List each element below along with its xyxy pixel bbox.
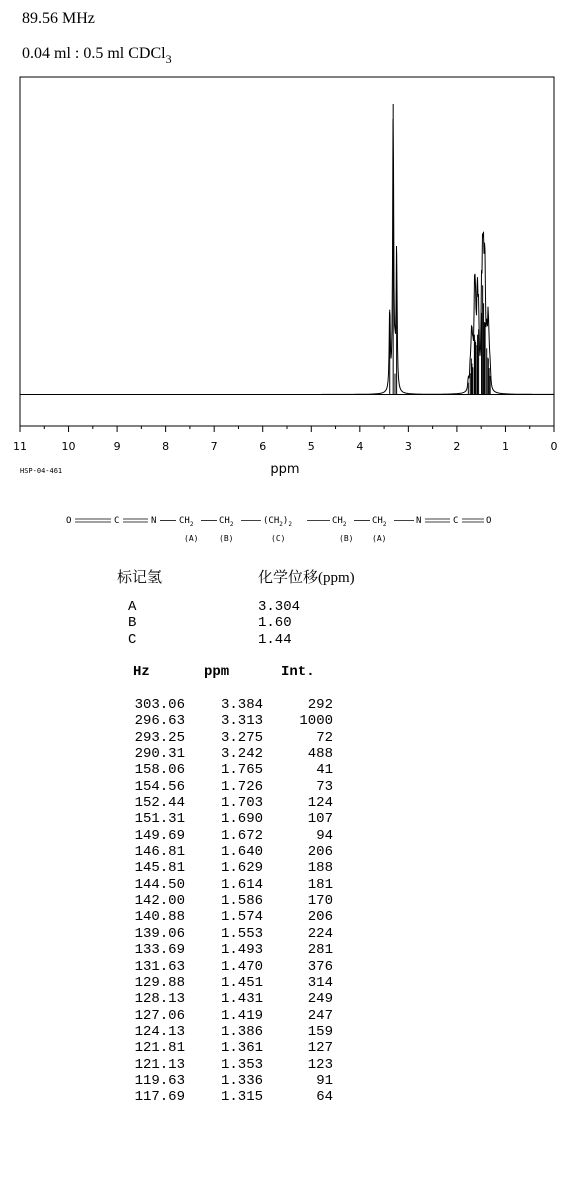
atom-o-left: O xyxy=(66,516,72,526)
atom-c-left: C xyxy=(114,516,120,526)
peak-hz: 142.00 xyxy=(134,893,185,910)
peak-row xyxy=(117,942,333,958)
peak-hz: 290.31 xyxy=(134,746,185,763)
peak-int: 281 xyxy=(307,942,333,959)
group-ch2-b-left: $CH_2$ xyxy=(219,516,234,528)
x-tick-label: 11 xyxy=(13,440,27,453)
x-tick-label: 7 xyxy=(210,440,218,453)
peak-table xyxy=(117,697,333,1106)
assignment-shift: 3.304 xyxy=(258,599,301,615)
peak-ppm: 3.313 xyxy=(220,713,263,730)
peak-hz: 124.13 xyxy=(134,1023,185,1040)
atom-c-right: C xyxy=(453,516,459,526)
peak-row xyxy=(117,991,333,1007)
peak-ppm: 1.690 xyxy=(220,811,263,828)
assignment-label: B xyxy=(128,615,137,632)
spectrum-code: HSP-04-461 xyxy=(20,467,63,475)
atom-n-left: N xyxy=(151,516,157,526)
x-axis-label: ppm xyxy=(270,462,300,477)
group-ch2-b-right: $CH_2$ xyxy=(332,516,347,528)
x-tick-label: 8 xyxy=(162,440,170,453)
group-ch2-a-right: $CH_2$ xyxy=(372,516,387,528)
x-tick-label: 10 xyxy=(61,440,76,453)
peak-hz: 144.50 xyxy=(134,876,185,893)
peak-row xyxy=(117,811,333,827)
peak-ppm: 1.419 xyxy=(220,1007,263,1024)
label-a-left: (A) xyxy=(184,534,199,543)
peak-hz: 293.25 xyxy=(134,729,185,746)
header-int: Int. xyxy=(281,664,315,680)
peak-ppm: 1.629 xyxy=(220,860,263,877)
peak-hz: 154.56 xyxy=(134,778,185,795)
peak-row xyxy=(117,926,333,942)
peak-row xyxy=(117,1057,333,1073)
peak-hz: 149.69 xyxy=(134,827,185,844)
peak-ppm: 1.614 xyxy=(220,876,263,893)
peak-row xyxy=(117,713,333,729)
peak-hz: 128.13 xyxy=(134,991,185,1008)
spectrometer-frequency: 89.56 MHz xyxy=(22,10,95,27)
peak-row xyxy=(117,746,333,762)
header-hz: Hz xyxy=(133,664,150,680)
peak-ppm: 1.553 xyxy=(220,925,263,942)
assignment-header-label: 标记氢 xyxy=(117,570,163,586)
peak-ppm: 1.765 xyxy=(220,762,263,779)
assignment-header xyxy=(117,566,377,588)
peak-int: 72 xyxy=(316,729,333,746)
peak-int: 159 xyxy=(307,1023,333,1040)
peak-int: 170 xyxy=(307,893,333,910)
assignment-shift: 1.60 xyxy=(258,615,292,632)
peak-hz: 121.81 xyxy=(134,1040,185,1057)
peak-row xyxy=(117,860,333,876)
peak-hz: 296.63 xyxy=(134,713,185,730)
assignment-label: C xyxy=(128,631,137,648)
peak-ppm: 1.386 xyxy=(220,1023,263,1040)
peak-row xyxy=(117,959,333,975)
peak-ppm: 1.431 xyxy=(220,991,263,1008)
peak-hz: 131.63 xyxy=(134,958,185,975)
peak-ppm: 1.703 xyxy=(220,795,263,812)
assignment-row xyxy=(128,632,300,648)
peak-ppm: 1.493 xyxy=(220,942,263,959)
peak-row xyxy=(117,1089,333,1105)
x-tick-label: 1 xyxy=(501,440,509,453)
peak-row xyxy=(117,975,333,991)
peak-ppm: 3.242 xyxy=(220,746,263,763)
atom-o-right: O xyxy=(486,516,492,526)
peak-row xyxy=(117,893,333,909)
peak-int: 181 xyxy=(307,876,333,893)
peak-ppm: 1.315 xyxy=(220,1089,263,1106)
peak-int: 123 xyxy=(307,1056,333,1073)
x-tick-label: 2 xyxy=(453,440,461,453)
peak-int: 127 xyxy=(307,1040,333,1057)
peak-ppm: 1.361 xyxy=(220,1040,263,1057)
peak-row xyxy=(117,1024,333,1040)
peak-int: 73 xyxy=(316,778,333,795)
peak-int: 206 xyxy=(307,909,333,926)
peak-row xyxy=(117,1040,333,1056)
peak-int: 314 xyxy=(307,974,333,991)
peak-hz: 145.81 xyxy=(134,860,185,877)
peak-hz: 158.06 xyxy=(134,762,185,779)
assignment-row xyxy=(128,599,300,615)
group-ch2-c: $(CH_2)_2$ xyxy=(263,516,292,528)
peak-int: 247 xyxy=(307,1007,333,1024)
label-c: (C) xyxy=(271,534,286,543)
peak-row xyxy=(117,795,333,811)
peak-hz: 129.88 xyxy=(134,974,185,991)
label-a-right: (A) xyxy=(372,534,387,543)
peak-hz: 119.63 xyxy=(134,1072,185,1089)
assignment-table xyxy=(128,599,300,648)
peak-ppm: 1.672 xyxy=(220,827,263,844)
peak-ppm: 1.574 xyxy=(220,909,263,926)
x-tick-label: 6 xyxy=(259,440,267,453)
peak-int: 292 xyxy=(307,697,333,713)
x-tick-label: 3 xyxy=(404,440,412,453)
group-ch2-a-left: $CH_2$ xyxy=(179,516,194,528)
peak-ppm: 1.586 xyxy=(220,893,263,910)
peak-row xyxy=(117,1073,333,1089)
peak-row xyxy=(117,828,333,844)
peak-ppm: 3.384 xyxy=(220,697,263,713)
peak-ppm: 1.726 xyxy=(220,778,263,795)
peak-row xyxy=(117,1008,333,1024)
peak-row xyxy=(117,779,333,795)
peak-int: 107 xyxy=(307,811,333,828)
x-tick-label: 4 xyxy=(356,440,364,453)
peak-hz: 146.81 xyxy=(134,844,185,861)
peak-ppm: 1.336 xyxy=(220,1072,263,1089)
peak-int: 64 xyxy=(316,1089,333,1106)
label-b-right: (B) xyxy=(339,534,354,543)
x-tick-label: 5 xyxy=(307,440,315,453)
peak-table-header xyxy=(133,664,315,680)
peak-hz: 139.06 xyxy=(134,925,185,942)
assignment-header-shift: 化学位移(ppm) xyxy=(258,570,355,586)
peak-ppm: 1.353 xyxy=(220,1056,263,1073)
peak-hz: 303.06 xyxy=(134,697,185,713)
peak-row xyxy=(117,730,333,746)
assignment-shift: 1.44 xyxy=(258,631,292,648)
peak-hz: 152.44 xyxy=(134,795,185,812)
peak-hz: 121.13 xyxy=(134,1056,185,1073)
peak-int: 124 xyxy=(307,795,333,812)
peak-int: 1000 xyxy=(299,713,333,730)
peak-int: 224 xyxy=(307,925,333,942)
peak-ppm: 1.470 xyxy=(220,958,263,975)
peak-row xyxy=(117,844,333,860)
peak-row xyxy=(117,877,333,893)
x-tick-label: 9 xyxy=(113,440,121,453)
solvent-subscript: 3 xyxy=(165,52,172,66)
peak-hz: 151.31 xyxy=(134,811,185,828)
peak-row xyxy=(117,909,333,925)
label-b-left: (B) xyxy=(219,534,234,543)
peak-int: 488 xyxy=(307,746,333,763)
peak-row xyxy=(117,697,333,713)
molecular-structure xyxy=(0,0,570,560)
solvent-text: 0.04 ml : 0.5 ml CDCl xyxy=(22,45,166,62)
peak-hz: 140.88 xyxy=(134,909,185,926)
x-tick-label: 0 xyxy=(550,440,558,453)
peak-hz: 117.69 xyxy=(134,1089,185,1106)
atom-n-right: N xyxy=(416,516,422,526)
peak-row xyxy=(117,762,333,778)
peak-int: 249 xyxy=(307,991,333,1008)
peak-ppm: 1.451 xyxy=(220,974,263,991)
peak-ppm: 1.640 xyxy=(220,844,263,861)
peak-hz: 127.06 xyxy=(134,1007,185,1024)
peak-hz: 133.69 xyxy=(134,942,185,959)
peak-int: 41 xyxy=(316,762,333,779)
header-ppm: ppm xyxy=(204,664,230,680)
assignment-label: A xyxy=(128,599,137,615)
peak-int: 206 xyxy=(307,844,333,861)
peak-int: 376 xyxy=(307,958,333,975)
peak-ppm: 3.275 xyxy=(220,729,263,746)
peak-int: 94 xyxy=(316,827,333,844)
assignment-row xyxy=(128,615,300,631)
peak-int: 188 xyxy=(307,860,333,877)
peak-int: 91 xyxy=(316,1072,333,1089)
